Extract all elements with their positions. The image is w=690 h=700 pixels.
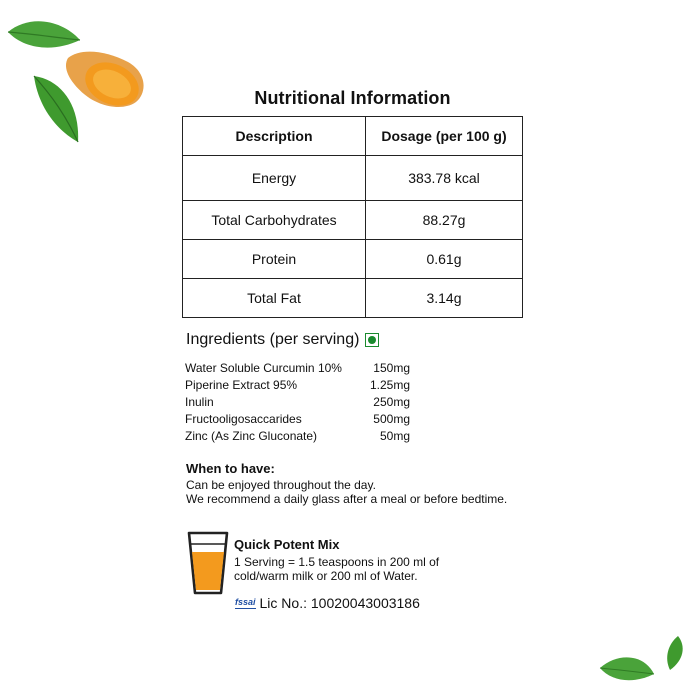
table-row	[183, 201, 523, 240]
table-row	[183, 279, 523, 318]
license-info	[235, 595, 420, 611]
page-title: Nutritional Information	[254, 88, 451, 108]
list-item	[185, 377, 410, 394]
table-header: Dosage (per 100 g)	[366, 117, 523, 156]
fssai-logo: fssai	[235, 596, 256, 607]
mix-line: cold/warm milk or 200 ml of Water.	[234, 569, 418, 583]
turmeric-icon	[66, 52, 146, 114]
mix-line: 1 Serving = 1.5 teaspoons in 200 ml of	[234, 555, 440, 569]
quick-mix-section	[234, 538, 439, 583]
when-heading: When to have:	[186, 461, 275, 476]
turmeric-leaves-decoration	[0, 10, 150, 150]
ingredient-amount: 500mg	[373, 412, 410, 426]
license-number: Lic No.: 10020043003186	[259, 595, 420, 611]
ingredient-name: Inulin	[185, 395, 214, 409]
ingredient-name: Piperine Extract 95%	[185, 378, 298, 392]
table-cell: 3.14g	[366, 279, 523, 318]
table-row	[183, 240, 523, 279]
ingredients-title: Ingredients (per serving)	[186, 331, 360, 348]
table-cell: Protein	[183, 240, 366, 279]
mix-heading: Quick Potent Mix	[234, 537, 340, 552]
when-line: Can be enjoyed throughout the day.	[186, 478, 376, 492]
veg-mark-icon	[365, 333, 379, 347]
ingredient-amount: 1.25mg	[369, 378, 410, 392]
table-cell: 0.61g	[366, 240, 523, 279]
ingredients-list	[185, 360, 410, 445]
table-header-row	[183, 117, 523, 156]
leaf-icon	[8, 21, 80, 47]
when-line: We recommend a daily glass after a meal or before bedtime.	[186, 492, 508, 506]
table-cell: 88.27g	[366, 201, 523, 240]
nutrition-table	[182, 116, 523, 318]
table-cell: Energy	[183, 156, 366, 201]
ingredient-amount: 250mg	[373, 395, 410, 409]
table-cell: Total Fat	[183, 279, 366, 318]
ingredient-name: Water Soluble Curcumin 10%	[185, 361, 342, 375]
leaf-icon	[667, 636, 682, 670]
glass-icon	[187, 530, 229, 596]
table-header: Description	[183, 117, 366, 156]
leaf-icon	[34, 76, 78, 142]
ingredient-amount: 50mg	[379, 429, 410, 443]
table-row	[183, 156, 523, 201]
list-item	[185, 411, 410, 428]
list-item	[185, 394, 410, 411]
ingredient-name: Zinc (As Zinc Gluconate)	[185, 429, 318, 443]
ingredients-heading	[186, 331, 379, 349]
list-item	[185, 360, 410, 377]
table-cell: 383.78 kcal	[366, 156, 523, 201]
when-to-have-section	[186, 462, 507, 506]
list-item	[185, 428, 410, 445]
ingredient-name: Fructooligosaccarides	[185, 412, 302, 426]
leaves-decoration	[598, 630, 690, 700]
ingredient-amount: 150mg	[373, 361, 410, 375]
table-cell: Total Carbohydrates	[183, 201, 366, 240]
